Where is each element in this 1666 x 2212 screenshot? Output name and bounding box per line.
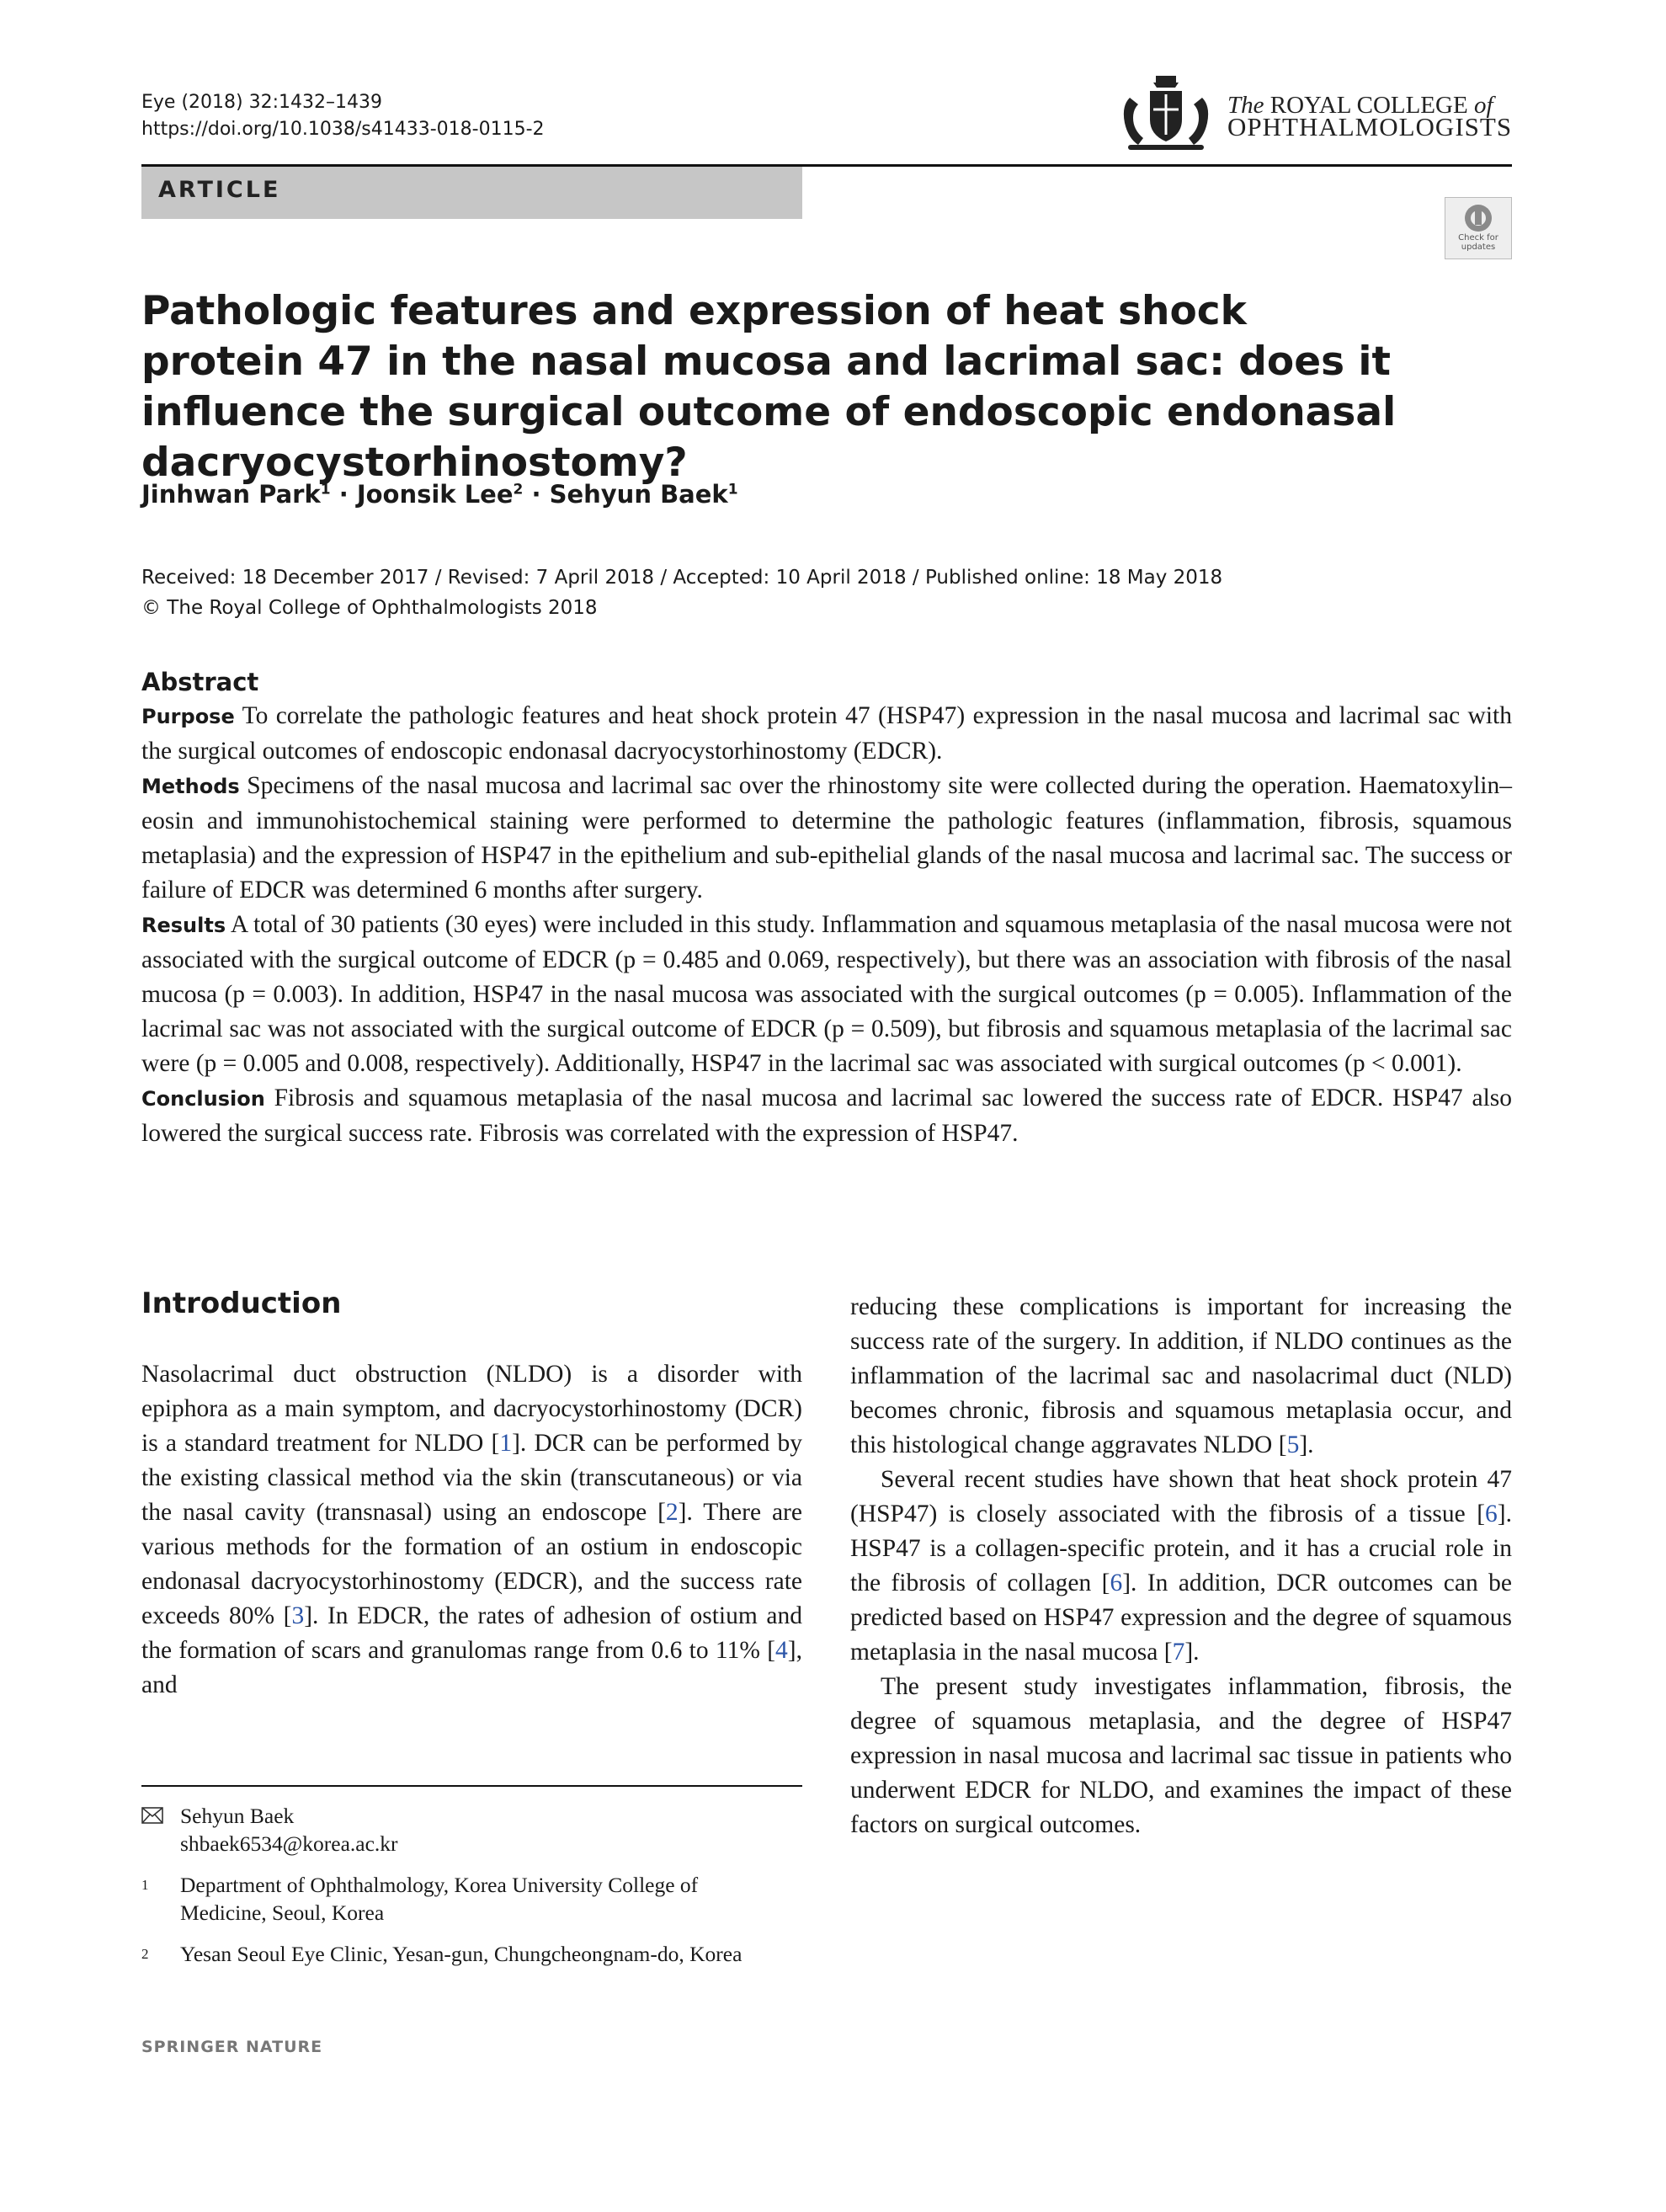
article-title: Pathologic features and expression of heat shock protein 47 in the nasal mucosa and lacrimal sac: does it influence the surgical outcome of endoscopic endonasal dacryocystorhinostomy? xyxy=(141,288,1397,486)
conclusion-label: Conclusion xyxy=(141,1087,265,1111)
article-type-label: ARTICLE xyxy=(158,177,281,203)
envelope-icon xyxy=(141,1807,163,1824)
affiliation-text: Medicine, Seoul, Korea xyxy=(180,1900,385,1925)
citation-link[interactable]: 2 xyxy=(665,1499,679,1526)
affiliation-number: 1 xyxy=(141,1877,149,1893)
author-affiliation: 1 xyxy=(727,481,738,498)
abstract-heading: Abstract xyxy=(141,668,259,696)
check-for-updates-badge[interactable] xyxy=(1445,197,1512,259)
citation-link[interactable]: 5 xyxy=(1286,1431,1300,1458)
corresponding-name: Sehyun Baek xyxy=(180,1804,295,1828)
intro-text: reducing these complications is important for increasing the success rate of the surgery. In addition, if NLDO continues as the inflammation of the lacrimal sac and nasolacrimal duct (NLD) becomes chronic, fibrosis and squamous metaplasia occur, and this histological change aggravates NLDO [ xyxy=(850,1293,1512,1458)
abstract-purpose xyxy=(141,699,1512,769)
author-affiliation: 1 xyxy=(320,481,331,498)
doi-link[interactable]: https://doi.org/10.1038/s41433-018-0115-2 xyxy=(141,119,545,140)
author-affiliation: 2 xyxy=(513,481,524,498)
logo-line2: OPHTHALMOLOGISTS xyxy=(1227,112,1513,141)
methods-label: Methods xyxy=(141,775,240,798)
author-list xyxy=(141,480,738,509)
citation-link[interactable]: 7 xyxy=(1172,1639,1185,1666)
intro-text: ]. xyxy=(1184,1639,1200,1666)
check-updates-line2: updates xyxy=(1461,243,1496,252)
intro-text: ]. There are various methods for the formation of an ostium in endoscopic endonasal dacryocystorhinostomy (EDCR), and the success rate exceeds 80% [ xyxy=(141,1499,802,1629)
publication-history xyxy=(141,562,1222,623)
check-updates-line1: Check for xyxy=(1458,233,1498,243)
introduction-left-column xyxy=(141,1357,802,1703)
affiliation-text: Yesan Seoul Eye Clinic, Yesan-gun, Chungcheongnam-do, Korea xyxy=(180,1942,743,1966)
abstract-methods xyxy=(141,769,1512,908)
intro-text: ]. In EDCR, the rates of adhesion of ostium and the formation of scars and granulomas range from 0.6 to 11% [ xyxy=(141,1602,802,1664)
conclusion-text: Fibrosis and squamous metaplasia of the nasal mucosa and lacrimal sac lowered the success rate of EDCR. HSP47 also lowered the surgical success rate. Fibrosis was correlated with the expression of HSP47. xyxy=(141,1085,1512,1147)
author-name[interactable]: Sehyun Baek xyxy=(549,480,728,509)
affiliation-number: 2 xyxy=(141,1946,149,1962)
intro-text: ], and xyxy=(141,1637,802,1698)
introduction-heading: Introduction xyxy=(141,1287,342,1320)
abstract-section xyxy=(141,665,1512,1151)
introduction-right-column xyxy=(850,1290,1512,1842)
intro-text: Nasolacrimal duct obstruction (NLDO) is a disorder with epiphora as a main symptom, and dacryocystorhinostomy (DCR) is a standard treatment for NLDO [ xyxy=(141,1361,802,1457)
intro-paragraph xyxy=(850,1463,1512,1670)
citation-link[interactable]: 3 xyxy=(291,1602,305,1629)
results-label: Results xyxy=(141,914,226,937)
author-name[interactable]: Jinhwan Park xyxy=(141,480,321,509)
royal-college-logo xyxy=(1111,72,1515,157)
publisher-logo: SPRINGER NATURE xyxy=(141,2038,323,2056)
footnote-rule xyxy=(141,1785,802,1787)
logo-main: ROYAL COLLEGE xyxy=(1269,92,1474,119)
logo-prefix: The xyxy=(1227,92,1270,119)
affiliation-1 xyxy=(141,1871,815,1927)
intro-paragraph: The present study investigates inflammation, fibrosis, the degree of squamous metaplasia, and the degree of HSP47 expression in nasal mucosa and lacrimal sac tissue in patients who underwent EDCR for NLDO, and examines the impact of these factors on surgical outcomes. xyxy=(850,1673,1512,1838)
copyright-line: © The Royal College of Ophthalmologists 2018 xyxy=(141,597,598,619)
author-separator: · xyxy=(523,480,550,509)
citation-link[interactable]: 6 xyxy=(1485,1500,1498,1527)
abstract-results xyxy=(141,908,1512,1081)
citation-link[interactable]: 4 xyxy=(775,1637,788,1664)
royal-college-wordmark xyxy=(1227,92,1513,141)
corresponding-author xyxy=(141,1802,815,1858)
intro-text: ]. xyxy=(1299,1431,1314,1458)
results-text: A total of 30 patients (30 eyes) were included in this study. Inflammation and squamous metaplasia of the nasal mucosa were not associated with the surgical outcome of EDCR (p = 0.485 and 0.069, respectively), but there was an association with fibrosis of the nasal mucosa (p = 0.003). In addition, HSP47 in the nasal mucosa was associated with the surgical outcomes (p = 0.005). Inflammation of the lacrimal sac was not associated with the surgical outcome of EDCR (p = 0.509), but fibrosis and squamous metaplasia of the lacrimal sac were (p = 0.005 and 0.008, respectively). Additionally, HSP47 in the lacrimal sac was associated with surgical outcomes (p < 0.001). xyxy=(141,911,1512,1077)
methods-text: Specimens of the nasal mucosa and lacrimal sac over the rhinostomy site were collected during the operation. Haematoxylin–eosin and immunohistochemical staining were performed to determine the pathologic features (inflammation, fibrosis, squamous metaplasia) and the expression of HSP47 in the epithelium and sub-epithelial glands of the nasal mucosa and lacrimal sac. The success or failure of EDCR was determined 6 months after surgery. xyxy=(141,772,1512,903)
footnotes xyxy=(141,1802,815,1981)
affiliation-2 xyxy=(141,1940,815,1968)
citation-link[interactable]: 1 xyxy=(499,1430,513,1457)
article-type-band xyxy=(141,167,802,219)
author-separator: · xyxy=(330,480,357,509)
intro-paragraph xyxy=(850,1290,1512,1463)
intro-text: ]. DCR can be performed by the existing classical method via the skin (transcutaneous) or via the nasal cavity (transnasal) using an endoscope [ xyxy=(141,1430,802,1526)
author-name[interactable]: Joonsik Lee xyxy=(356,480,514,509)
purpose-text: To correlate the pathologic features and heat shock protein 47 (HSP47) expression in the nasal mucosa and lacrimal sac with the surgical outcomes of endoscopic endonasal dacryocystorhinostomy (EDCR). xyxy=(141,702,1512,765)
publication-dates: Received: 18 December 2017 / Revised: 7 April 2018 / Accepted: 10 April 2018 / Published online: 18 May 2018 xyxy=(141,567,1223,589)
check-updates-icon xyxy=(1463,203,1493,233)
intro-text: ]. In addition, DCR outcomes can be predicted based on HSP47 expression and the degree of squamous metaplasia in the nasal mucosa [ xyxy=(850,1570,1512,1666)
logo-suffix: of xyxy=(1473,92,1493,119)
corresponding-email[interactable]: shbaek6534@korea.ac.kr xyxy=(180,1831,398,1856)
journal-reference xyxy=(141,89,545,143)
abstract-conclusion xyxy=(141,1081,1512,1151)
citation-link[interactable]: 6 xyxy=(1110,1570,1123,1596)
affiliation-text: Department of Ophthalmology, Korea University College of xyxy=(180,1873,699,1897)
intro-text: ]. HSP47 is a collagen-specific protein, and it has a crucial role in the fibrosis of collagen [ xyxy=(850,1500,1512,1596)
royal-college-crest-icon xyxy=(1111,72,1221,157)
purpose-label: Purpose xyxy=(141,705,235,728)
intro-text: Several recent studies have shown that heat shock protein 47 (HSP47) is closely associated with the fibrosis of a tissue [ xyxy=(850,1466,1512,1527)
journal-citation: Eye (2018) 32:1432–1439 xyxy=(141,92,382,113)
